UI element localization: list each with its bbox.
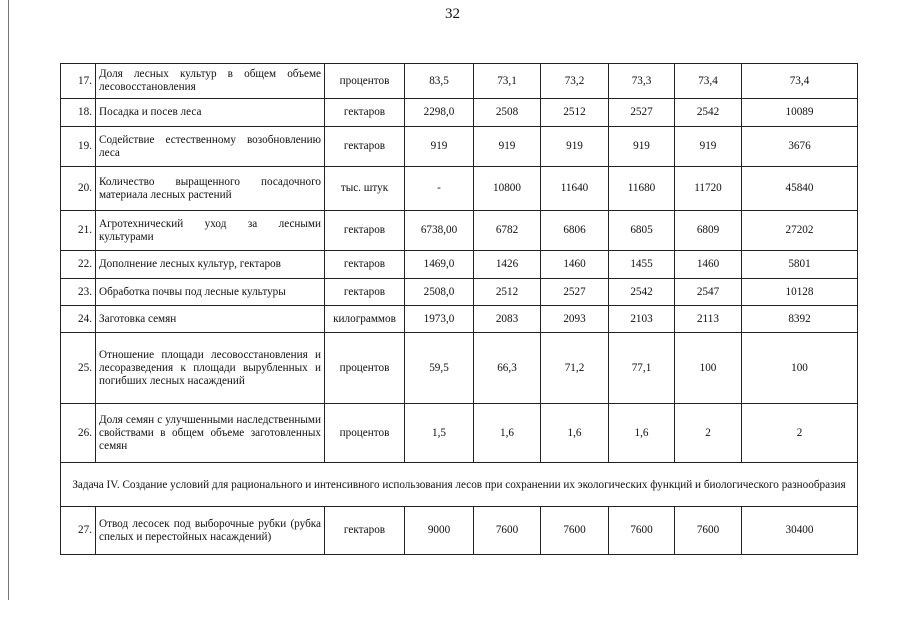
value-cell: 2103 (609, 306, 675, 333)
value-cell: 1460 (675, 251, 742, 279)
value-cell: - (405, 167, 474, 211)
value-cell: 71,2 (541, 333, 609, 404)
row-number: 19. (61, 127, 96, 167)
value-cell: 11720 (675, 167, 742, 211)
page-number: 32 (445, 6, 460, 22)
table-row (61, 211, 858, 251)
indicators-table (60, 63, 858, 555)
unit-cell: процентов (325, 404, 405, 463)
unit-cell: тыс. штук (325, 167, 405, 211)
value-cell: 11680 (609, 167, 675, 211)
unit-cell: килограммов (325, 306, 405, 333)
indicator-name: Посадка и посев леса (96, 99, 325, 127)
unit-cell: гектаров (325, 99, 405, 127)
value-cell: 7600 (541, 507, 609, 555)
value-cell: 1,6 (609, 404, 675, 463)
value-cell: 919 (675, 127, 742, 167)
indicator-name: Отвод лесосек под выборочные рубки (рубка спелых и перестойных насаждений) (96, 507, 325, 555)
indicator-name: Содействие естественному возобновлению леса (96, 127, 325, 167)
value-cell: 7600 (474, 507, 541, 555)
task-heading: Задача IV. Создание условий для рационального и интенсивного использования лесов при сохранении их экологических функций и биологического разнообразия (61, 463, 858, 507)
value-cell: 1,6 (474, 404, 541, 463)
value-cell: 3676 (742, 127, 858, 167)
value-cell: 100 (742, 333, 858, 404)
task-section (61, 463, 858, 507)
indicator-name: Заготовка семян (96, 306, 325, 333)
row-number: 18. (61, 99, 96, 127)
table-row (61, 167, 858, 211)
unit-cell: гектаров (325, 279, 405, 306)
value-cell: 83,5 (405, 64, 474, 99)
value-cell: 2 (675, 404, 742, 463)
row-number: 26. (61, 404, 96, 463)
value-cell: 1455 (609, 251, 675, 279)
value-cell: 2508 (474, 99, 541, 127)
value-cell: 2527 (541, 279, 609, 306)
value-cell: 2547 (675, 279, 742, 306)
value-cell: 2512 (541, 99, 609, 127)
row-number: 22. (61, 251, 96, 279)
row-number: 20. (61, 167, 96, 211)
unit-cell: процентов (325, 64, 405, 99)
row-number: 27. (61, 507, 96, 555)
value-cell: 1469,0 (405, 251, 474, 279)
value-cell: 919 (474, 127, 541, 167)
indicator-name: Дополнение лесных культур, гектаров (96, 251, 325, 279)
value-cell: 2083 (474, 306, 541, 333)
value-cell: 2093 (541, 306, 609, 333)
table-row (61, 333, 858, 404)
left-margin-rule (8, 0, 9, 600)
value-cell: 10800 (474, 167, 541, 211)
value-cell: 2113 (675, 306, 742, 333)
value-cell: 2527 (609, 99, 675, 127)
table-row (61, 64, 858, 99)
table-body-task (61, 507, 858, 555)
unit-cell: гектаров (325, 251, 405, 279)
value-cell: 2298,0 (405, 99, 474, 127)
value-cell: 73,2 (541, 64, 609, 99)
value-cell: 6806 (541, 211, 609, 251)
table-row (61, 251, 858, 279)
value-cell: 2512 (474, 279, 541, 306)
row-number: 24. (61, 306, 96, 333)
unit-cell: гектаров (325, 507, 405, 555)
value-cell: 73,4 (675, 64, 742, 99)
value-cell: 1,6 (541, 404, 609, 463)
table-row (61, 507, 858, 555)
value-cell: 73,4 (742, 64, 858, 99)
unit-cell: гектаров (325, 127, 405, 167)
value-cell: 2542 (609, 279, 675, 306)
table-body-main (61, 64, 858, 463)
indicator-name: Отношение площади лесовосстановления и лесоразведения к площади вырубленных и погибших лесных насаждений (96, 333, 325, 404)
value-cell: 1426 (474, 251, 541, 279)
row-number: 23. (61, 279, 96, 306)
value-cell: 2 (742, 404, 858, 463)
indicator-name: Доля лесных культур в общем объеме лесовосстановления (96, 64, 325, 99)
row-number: 25. (61, 333, 96, 404)
value-cell: 30400 (742, 507, 858, 555)
value-cell: 10089 (742, 99, 858, 127)
row-number: 17. (61, 64, 96, 99)
value-cell: 59,5 (405, 333, 474, 404)
table-row (61, 99, 858, 127)
value-cell: 1460 (541, 251, 609, 279)
value-cell: 66,3 (474, 333, 541, 404)
table-row (61, 279, 858, 306)
value-cell: 6805 (609, 211, 675, 251)
value-cell: 1,5 (405, 404, 474, 463)
value-cell: 10128 (742, 279, 858, 306)
value-cell: 100 (675, 333, 742, 404)
unit-cell: процентов (325, 333, 405, 404)
value-cell: 919 (609, 127, 675, 167)
value-cell: 7600 (675, 507, 742, 555)
value-cell: 919 (405, 127, 474, 167)
unit-cell: гектаров (325, 211, 405, 251)
value-cell: 9000 (405, 507, 474, 555)
row-number: 21. (61, 211, 96, 251)
table-row (61, 127, 858, 167)
value-cell: 11640 (541, 167, 609, 211)
indicator-name: Доля семян с улучшенными наследственными свойствами в общем объеме заготовленных семян (96, 404, 325, 463)
indicator-name: Количество выращенного посадочного материала лесных растений (96, 167, 325, 211)
value-cell: 73,1 (474, 64, 541, 99)
indicator-name: Обработка почвы под лесные культуры (96, 279, 325, 306)
value-cell: 6738,00 (405, 211, 474, 251)
value-cell: 6809 (675, 211, 742, 251)
table-row (61, 404, 858, 463)
value-cell: 45840 (742, 167, 858, 211)
value-cell: 6782 (474, 211, 541, 251)
value-cell: 5801 (742, 251, 858, 279)
indicator-name: Агротехнический уход за лесными культурами (96, 211, 325, 251)
task-heading-row (61, 463, 858, 507)
value-cell: 8392 (742, 306, 858, 333)
value-cell: 77,1 (609, 333, 675, 404)
value-cell: 73,3 (609, 64, 675, 99)
value-cell: 7600 (609, 507, 675, 555)
value-cell: 1973,0 (405, 306, 474, 333)
value-cell: 27202 (742, 211, 858, 251)
value-cell: 2542 (675, 99, 742, 127)
value-cell: 919 (541, 127, 609, 167)
table-row (61, 306, 858, 333)
value-cell: 2508,0 (405, 279, 474, 306)
